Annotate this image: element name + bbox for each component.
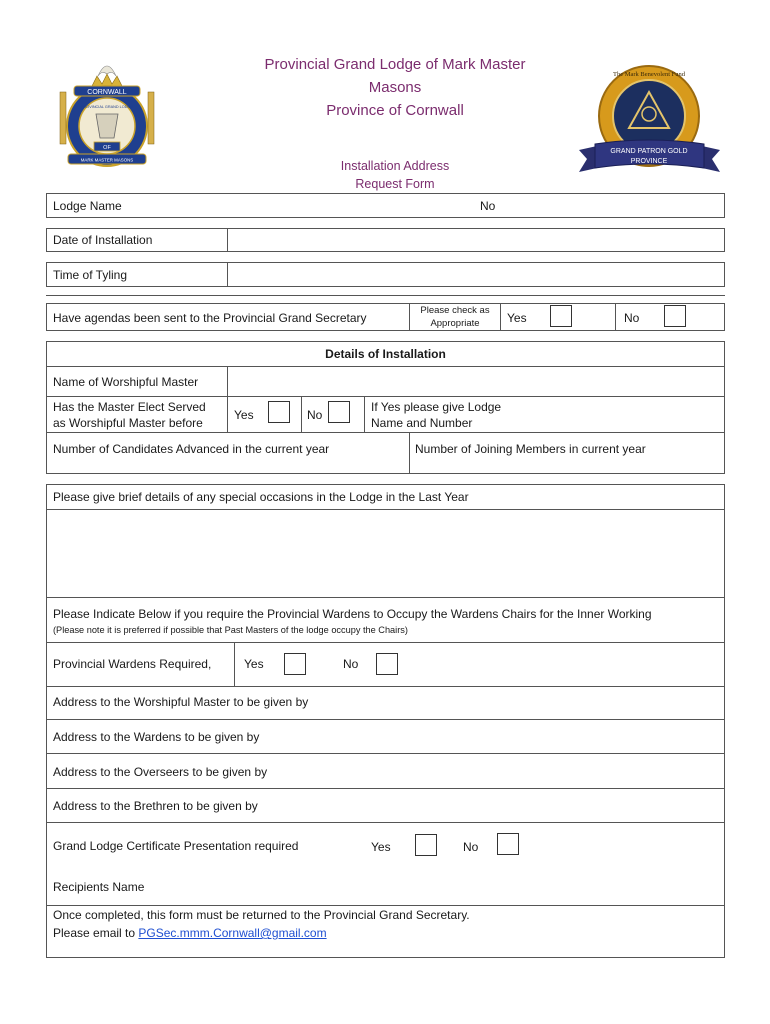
certificate-label: Grand Lodge Certificate Presentation required bbox=[53, 839, 299, 853]
right-logo-banner-line-1: GRAND PATRON GOLD bbox=[610, 148, 688, 155]
return-line-2 bbox=[53, 925, 327, 941]
lower-line-5 bbox=[46, 719, 725, 720]
agenda-label: Have agendas been sent to the Provincial Grand Secretary bbox=[53, 311, 367, 325]
master-elect-yes-label: Yes bbox=[234, 408, 254, 422]
left-logo bbox=[52, 56, 162, 171]
wardens-yes-label: Yes bbox=[244, 657, 264, 671]
left-logo-band-text: OF bbox=[103, 145, 111, 151]
wardens-no-checkbox[interactable] bbox=[376, 653, 398, 675]
certificate-yes-label: Yes bbox=[371, 840, 391, 854]
wm-divider bbox=[227, 366, 228, 396]
lodge-name-input[interactable] bbox=[140, 195, 470, 216]
wm-name-input[interactable] bbox=[229, 367, 723, 395]
right-logo-banner-line-2: PROVINCE bbox=[630, 158, 668, 165]
lower-line-1 bbox=[46, 509, 725, 510]
left-logo-ring-text: PROVINCIAL GRAND LODGE bbox=[81, 105, 133, 109]
master-elect-line-2: as Worshipful Master before bbox=[53, 416, 203, 430]
return-line-2-prefix: Please email to bbox=[53, 926, 139, 940]
form-title-line-1: Installation Address bbox=[340, 159, 450, 173]
lower-line-3 bbox=[46, 642, 725, 643]
if-yes-line-1: If Yes please give Lodge bbox=[371, 400, 502, 414]
wardens-no-label: No bbox=[343, 657, 359, 671]
candidates-label: Number of Candidates Advanced in the current year bbox=[53, 442, 330, 456]
agenda-yes-checkbox[interactable] bbox=[550, 305, 572, 327]
recipients-label: Recipients Name bbox=[53, 880, 145, 894]
lodge-name-label: Lodge Name bbox=[53, 199, 122, 213]
certificate-yes-checkbox[interactable] bbox=[415, 834, 437, 856]
details-heading: Details of Installation bbox=[325, 347, 446, 361]
agenda-yes-label: Yes bbox=[507, 311, 527, 325]
master-elect-no-label: No bbox=[307, 408, 323, 422]
date-input[interactable] bbox=[229, 229, 723, 251]
address-overseers-input[interactable] bbox=[295, 755, 723, 786]
return-line-1: Once completed, this form must be returned to the Provincial Grand Secretary. bbox=[53, 908, 470, 922]
date-divider bbox=[227, 228, 228, 252]
left-logo-top-text: CORNWALL bbox=[87, 89, 127, 96]
master-elect-divider-3 bbox=[364, 396, 365, 432]
joining-input[interactable] bbox=[411, 458, 723, 472]
master-elect-line-1: Has the Master Elect Served bbox=[53, 400, 206, 414]
wardens-request-label: Please Indicate Below if you require the Provincial Wardens to Occupy the Wardens Chairs for the Inner Working bbox=[53, 607, 652, 621]
check-hint-line-2: Appropriate bbox=[430, 318, 480, 329]
master-elect-divider-2 bbox=[301, 396, 302, 432]
check-hint-line-1: Please check as bbox=[420, 305, 490, 316]
address-brethren-input[interactable] bbox=[290, 790, 723, 821]
joining-label: Number of Joining Members in current year bbox=[415, 442, 646, 456]
if-yes-line-2: Name and Number bbox=[371, 416, 473, 430]
lower-line-8 bbox=[46, 822, 725, 823]
left-logo-bottom-text: MARK MASTER MASONS bbox=[80, 157, 134, 163]
master-elect-divider-1 bbox=[227, 396, 228, 432]
agenda-divider-2 bbox=[500, 303, 501, 331]
separator-line bbox=[46, 295, 725, 296]
agenda-no-checkbox[interactable] bbox=[664, 305, 686, 327]
special-occasions-label: Please give brief details of any special occasions in the Lodge in the Last Year bbox=[53, 490, 469, 504]
candidates-input[interactable] bbox=[48, 458, 406, 472]
date-label: Date of Installation bbox=[53, 233, 153, 247]
special-occasions-textarea[interactable] bbox=[48, 511, 723, 595]
time-divider bbox=[227, 262, 228, 287]
right-logo-ring-text: The Mark Benevolent Fund bbox=[612, 71, 686, 78]
address-wardens-label: Address to the Wardens to be given by bbox=[53, 730, 260, 744]
address-brethren-label: Address to the Brethren to be given by bbox=[53, 799, 258, 813]
title-line-1: Provincial Grand Lodge of Mark Master bbox=[264, 56, 526, 73]
title-line-3: Province of Cornwall bbox=[326, 102, 464, 119]
recipients-input[interactable] bbox=[170, 874, 723, 902]
master-elect-no-checkbox[interactable] bbox=[328, 401, 350, 423]
certificate-no-label: No bbox=[463, 840, 479, 854]
address-wm-input[interactable] bbox=[340, 688, 723, 718]
agenda-no-label: No bbox=[624, 311, 640, 325]
form-title-line-2: Request Form bbox=[355, 177, 435, 191]
wardens-yes-checkbox[interactable] bbox=[284, 653, 306, 675]
wardens-note: (Please note it is preferred if possible that Past Masters of the lodge occupy the Chairs) bbox=[53, 625, 408, 635]
time-label: Time of Tyling bbox=[53, 268, 128, 282]
title-line-2: Masons bbox=[368, 79, 422, 96]
counts-divider bbox=[409, 432, 410, 474]
secretary-email-link[interactable]: PGSec.mmm.Cornwall@gmail.com bbox=[138, 926, 327, 940]
lodge-number-input[interactable] bbox=[500, 195, 720, 216]
lower-line-7 bbox=[46, 788, 725, 789]
time-input[interactable] bbox=[229, 263, 723, 286]
lower-line-2 bbox=[46, 597, 725, 598]
certificate-no-checkbox[interactable] bbox=[497, 833, 519, 855]
right-logo bbox=[577, 64, 722, 180]
lodge-number-label: No bbox=[480, 199, 496, 213]
wm-name-label: Name of Worshipful Master bbox=[53, 375, 199, 389]
wardens-required-label: Provincial Wardens Required, bbox=[53, 657, 212, 671]
details-line-3 bbox=[46, 432, 725, 433]
address-overseers-label: Address to the Overseers to be given by bbox=[53, 765, 268, 779]
master-elect-yes-checkbox[interactable] bbox=[268, 401, 290, 423]
lower-line-4 bbox=[46, 686, 725, 687]
agenda-divider-1 bbox=[409, 303, 410, 331]
address-wm-label: Address to the Worshipful Master to be given by bbox=[53, 695, 309, 709]
previous-lodge-input[interactable] bbox=[520, 397, 723, 431]
wardens-divider bbox=[234, 642, 235, 686]
address-wardens-input[interactable] bbox=[290, 721, 723, 752]
agenda-divider-3 bbox=[615, 303, 616, 331]
lower-line-9 bbox=[46, 905, 725, 906]
lower-line-6 bbox=[46, 753, 725, 754]
